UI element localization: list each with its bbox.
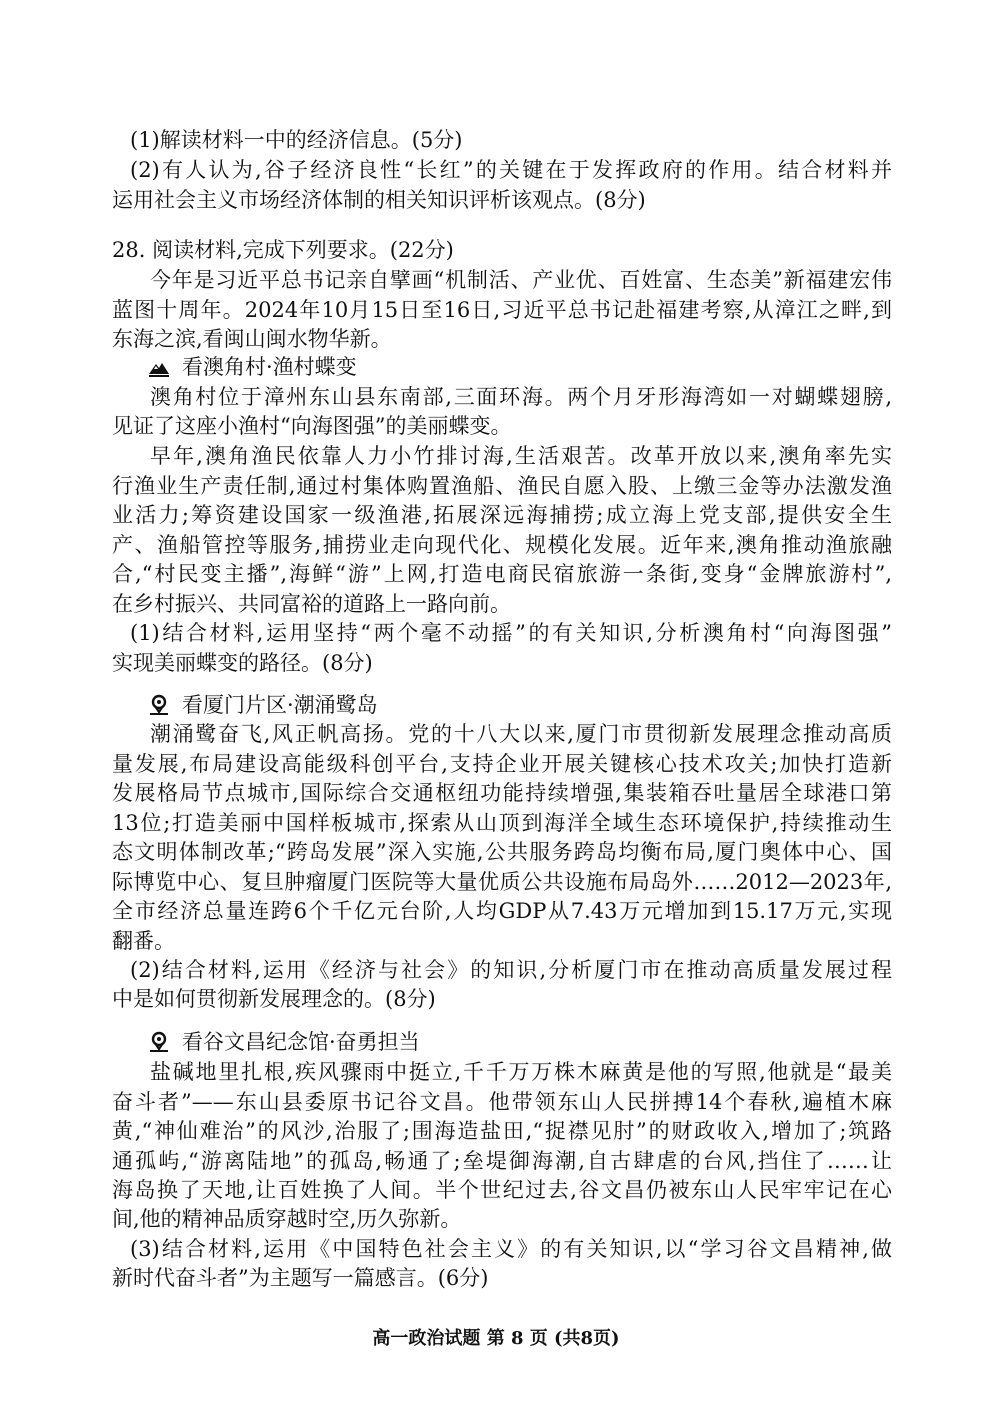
intro-line: 蓝图十周年。2024年10月15日至16日,习近平总书记赴福建考察,从漳江之畔,到	[112, 298, 892, 322]
intro-line: 东海之滨,看闽山闽水物华新。	[112, 327, 392, 351]
material-line: 行渔业生产责任制,通过村集体购置渔船、渔民自愿入股、上缴三金等办法激发渔	[112, 474, 892, 498]
question-27-1: (1)解读材料一中的经济信息。(5分)	[130, 128, 463, 152]
material-line: 产、渔船管控等服务,捕捞业走向现代化、规模化发展。近年来,澳角推动渔旅融	[112, 533, 892, 557]
material-line: 在乡村振兴、共同富裕的道路上一路向前。	[112, 592, 511, 616]
material-line: 发展格局节点城市,国际综合交通枢纽功能持续增强,集装箱吞吐量居全球港口第	[112, 781, 892, 805]
section-heading-text: 看谷文昌纪念馆·奋勇担当	[182, 1030, 420, 1054]
material-line: 翻番。	[112, 929, 175, 953]
material-line: 13位;打造美丽中国样板城市,探索从山顶到海洋全域生态环境保护,持续推动生	[112, 811, 892, 835]
question-28-2-line1: (2)结合材料,运用《经济与社会》的知识,分析厦门市在推动高质量发展过程	[130, 958, 892, 982]
material-line: 早年,澳角渔民依靠人力小竹排讨海,生活艰苦。改革开放以来,澳角率先实	[150, 444, 892, 468]
section-heading-xiamen	[148, 690, 378, 720]
material-line: 海岛换了天地,让百姓换了人间。半个世纪过去,谷文昌仍被东山人民牢牢记在心	[112, 1178, 892, 1202]
material-line: 量发展,布局建设高能级科创平台,支持企业开展关键核心技术攻关;加快打造新	[112, 752, 892, 776]
mountain-icon	[148, 356, 170, 378]
question-27-2-line1: (2)有人认为,谷子经济良性“长红”的关键在于发挥政府的作用。结合材料并	[130, 158, 892, 182]
material-line: 潮涌鹭奋飞,风正帆高扬。党的十八大以来,厦门市贯彻新发展理念推动高质	[150, 722, 892, 746]
section-heading-text: 看厦门片区·潮涌鹭岛	[182, 693, 378, 717]
question-28-1-line2: 实现美丽蝶变的路径。(8分)	[112, 651, 373, 675]
question-28-title: 28. 阅读材料,完成下列要求。(22分)	[112, 238, 454, 262]
intro-line: 今年是习近平总书记亲自擘画“机制活、产业优、百姓富、生态美”新福建宏伟	[150, 268, 892, 292]
question-27-2-line2: 运用社会主义市场经济体制的相关知识评析该观点。(8分)	[112, 188, 646, 212]
material-line: 际博览中心、复旦肿瘤厦门医院等大量优质公共设施布局岛外……2012—2023年,	[112, 870, 892, 894]
material-line: 态文明体制改革;“跨岛发展”深入实施,公共服务跨岛均衡布局,厦门奥体中心、国	[112, 840, 892, 864]
material-line: 盐碱地里扎根,疾风骤雨中挺立,千千万万株木麻黄是他的写照,他就是“最美	[150, 1060, 892, 1084]
section-heading-guwenchang	[148, 1027, 420, 1057]
material-line: 通孤屿,“游离陆地”的孤岛,畅通了;垒堤御海潮,自古肆虐的台风,挡住了……让	[112, 1149, 892, 1173]
question-28-2-line2: 中是如何贯彻新发展理念的。(8分)	[112, 987, 436, 1011]
section-heading-aojiao	[148, 352, 357, 382]
material-line: 黄,“神仙难治”的风沙,治服了;围海造盐田,“捉襟见肘”的财政收入,增加了;筑路	[112, 1119, 892, 1143]
material-line: 合,“村民变主播”,海鲜“游”上网,打造电商民宿旅游一条街,变身“金牌旅游村”,	[112, 562, 892, 586]
section-heading-text: 看澳角村·渔村蝶变	[182, 355, 357, 379]
material-line: 见证了这座小渔村“向海图强”的美丽蝶变。	[112, 414, 512, 438]
question-28-3-line1: (3)结合材料,运用《中国特色社会主义》的有关知识,以“学习谷文昌精神,做	[130, 1237, 892, 1261]
question-28-1-line1: (1)结合材料,运用坚持“两个毫不动摇”的有关知识,分析澳角村“向海图强”	[130, 621, 892, 645]
question-28-3-line2: 新时代奋斗者”为主题写一篇感言。(6分)	[112, 1266, 489, 1290]
material-line: 业活力;筹资建设国家一级渔港,拓展深远海捕捞;成立海上党支部,提供安全生	[112, 503, 892, 527]
location-pin-icon	[148, 1031, 170, 1053]
material-line: 全市经济总量连跨6个千亿元台阶,人均GDP从7.43万元增加到15.17万元,实现	[112, 899, 892, 923]
page-footer: 高一政治试题 第 8 页 (共8页)	[372, 1328, 620, 1349]
material-line: 澳角村位于漳州东山县东南部,三面环海。两个月牙形海湾如一对蝴蝶翅膀,	[150, 385, 892, 409]
material-line: 间,他的精神品质穿越时空,历久弥新。	[112, 1207, 462, 1231]
location-pin-icon	[148, 694, 170, 716]
material-line: 奋斗者”——东山县委原书记谷文昌。他带领东山人民拼搏14个春秋,遍植木麻	[112, 1090, 892, 1114]
